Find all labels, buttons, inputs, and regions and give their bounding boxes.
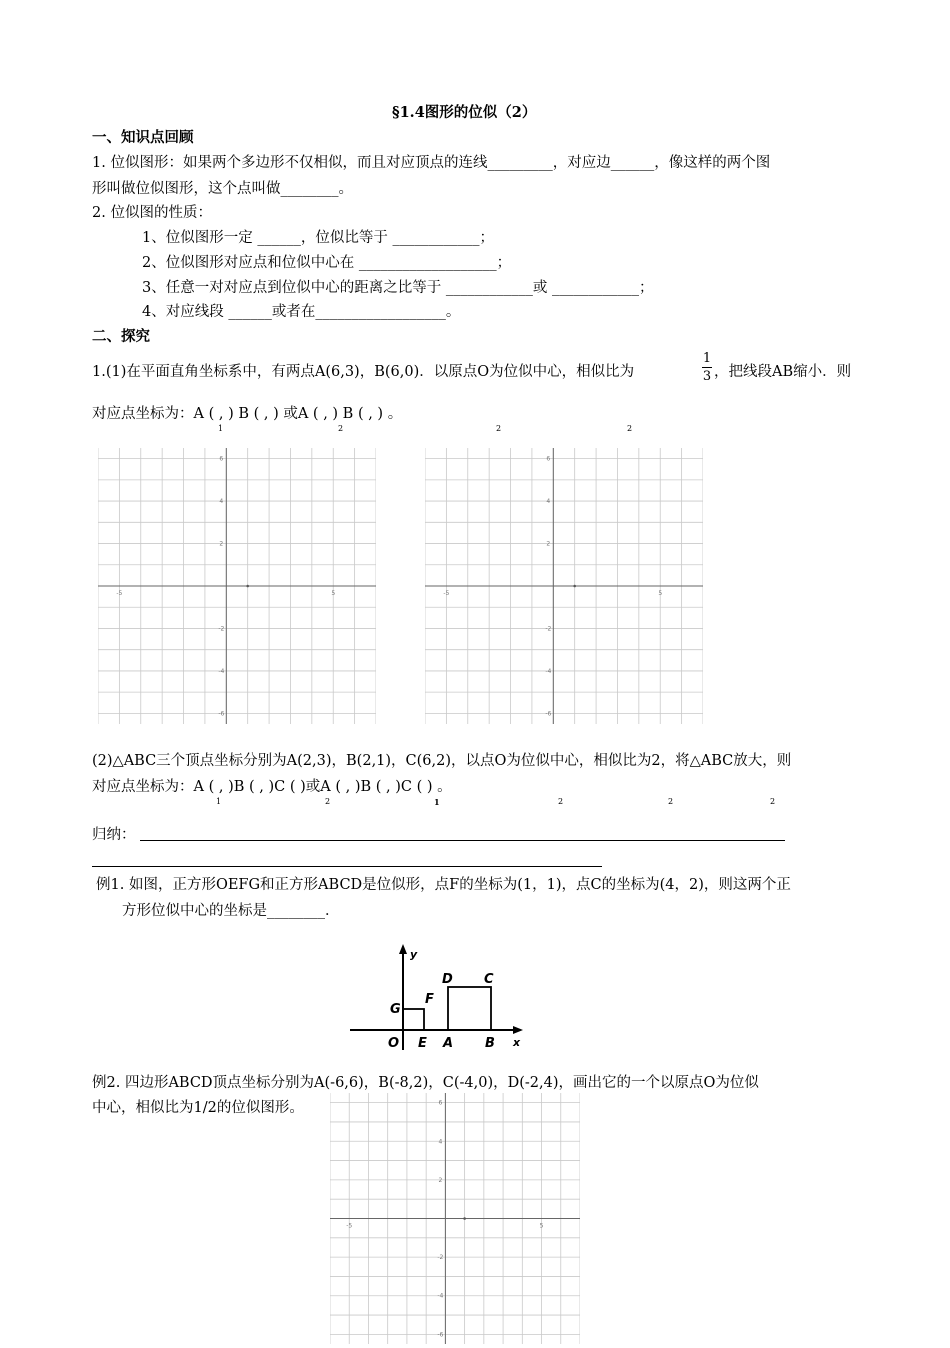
p2-subscript-c2: 2 [770,797,776,806]
p2-subscript-a1: 1 [216,797,222,806]
tick-label: 4 [438,1138,443,1146]
example2-line2: 中心，相似比为1/2的位似图形。 [92,1100,304,1116]
page-title: §1.4图形的位似（2） [392,104,537,121]
property-3: 3、任意一对对应点到位似中心的距离之比等于 ____________或 ____________； [142,280,654,296]
p1-line2: 对应点坐标为：A ( , ) B ( , ) 或A ( , ) B ( , ) 。 [92,406,403,422]
label-O: O [388,1036,400,1051]
section-heading-review: 一、知识点回顾 [92,129,194,146]
tick-label: -6 [437,1331,444,1339]
grid-svg [98,448,376,724]
label-G: G [390,1002,401,1017]
fraction-denominator: 3 [702,369,712,384]
tick-label: 6 [438,1099,443,1107]
p1-subscript-b2b: 2 [627,424,633,433]
section-heading-explore: 二、探究 [92,328,150,345]
property-1: 1、位似图形一定 ______，位似比等于 ____________； [142,230,494,246]
example1-line1: 例1. 如图，正方形OEFG和正方形ABCD是位似形，点F的坐标为(1，1)，点C的坐标为(4，2)，则这两个正 [96,877,791,893]
summary-answer-line-1 [140,840,785,841]
tick-label: 4 [219,498,224,506]
tick-label: -2 [545,625,552,633]
p2-line1: (2)△ABC三个顶点坐标分别为A(2,3)，B(2,1)，C(6,2)，以点O为位似中心，相似比为2，将△ABC放大，则 [92,753,792,769]
example1-figure [345,940,535,1055]
tick-label: 6 [546,455,551,463]
p2-subscript-a2: 2 [558,797,564,806]
tick-label: -4 [437,1292,444,1300]
label-D: D [442,972,453,987]
property-4: 4、对应线段 ______或者在__________________。 [142,304,461,320]
tick-label: -4 [218,667,225,675]
tick-label: -2 [218,625,225,633]
label-E: E [418,1036,427,1051]
p1-subscript-a2: 2 [496,424,502,433]
tick-label: 2 [219,540,224,548]
tick-label: -5 [346,1222,353,1230]
p2-subscript-c1: 1 [434,797,440,807]
tick-label: 5 [331,590,336,597]
tick-label: -5 [116,590,123,597]
tick-label: -6 [218,710,225,718]
example2-line1: 例2. 四边形ABCD顶点坐标分别为A(-6,6)，B(-8,2)，C(-4,0)，D(-2,4)，画出它的一个以原点O为位似 [92,1075,759,1091]
p1-line1: 1.(1)在平面直角坐标系中，有两点A(6,3)，B(6,0)．以原点O为位似中心，相似比为 [92,364,635,380]
p2-subscript-b2: 2 [325,797,331,806]
tick-label: -2 [437,1254,444,1262]
coordinate-grid-1[interactable] [98,448,376,728]
tick-label: 2 [546,540,551,548]
label-y: y [410,948,418,961]
tick-label: 6 [219,455,224,463]
label-A: A [443,1036,454,1051]
example1-line2: 方形位似中心的坐标是________． [122,903,340,919]
p1-line1-end: ，把线段AB缩小．则 [714,364,852,380]
label-B: B [485,1036,495,1051]
label-F: F [425,992,434,1007]
p1-subscript-a1: 1 [218,424,224,433]
tick-label: 4 [546,498,551,506]
coordinate-grid-2[interactable] [425,448,703,728]
q2-title: 2. 位似图的性质： [92,205,212,221]
coordinate-grid-3[interactable] [330,1093,580,1348]
tick-label: 5 [658,590,663,597]
tick-label: 5 [539,1222,544,1230]
summary-answer-line-2 [92,866,602,867]
tick-label: 2 [438,1176,443,1184]
q1-line2: 形叫做位似图形，这个点叫做________。 [92,181,353,197]
tick-label: -4 [545,667,552,675]
grid-svg [330,1093,580,1344]
q1-line1: 1. 位似图形：如果两个多边形不仅相似，而且对应顶点的连线_________，对应边______，像这样的两个图 [92,155,771,171]
fraction-bar [702,367,712,368]
grid-svg [425,448,703,724]
tick-label: -6 [545,710,552,718]
tick-label: -5 [443,590,450,597]
p2-subscript-b2b: 2 [668,797,674,806]
label-x: x [513,1036,521,1049]
p2-line2: 对应点坐标为：A ( , )B ( , )C ( )或A ( , )B ( , )C ( ) 。 [92,779,452,795]
property-2: 2、位似图形对应点和位似中心在 ___________________； [142,255,512,271]
p1-subscript-b2: 2 [338,424,344,433]
label-C: C [484,972,494,987]
fraction-numerator: 1 [702,351,712,366]
summary-label: 归纳： [92,827,136,843]
